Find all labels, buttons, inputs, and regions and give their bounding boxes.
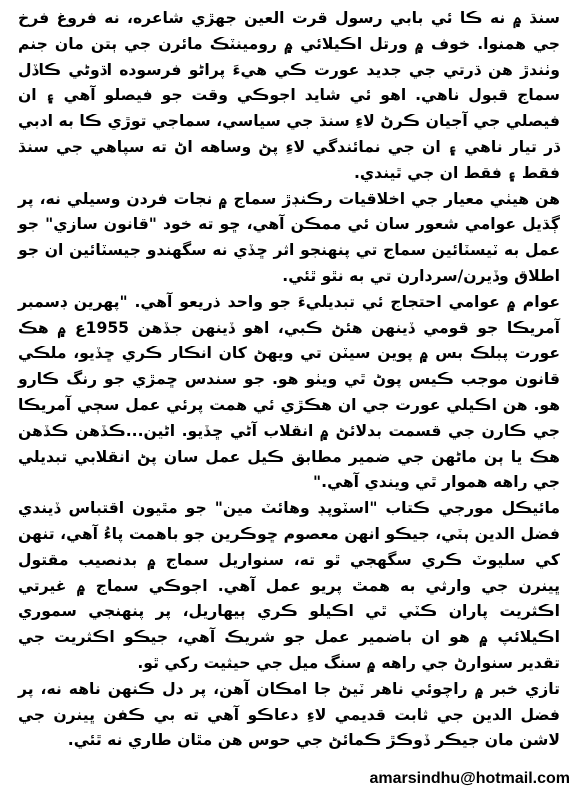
paragraph-3: عوام ۾ عوامي احتجاج ئي تبديليءَ جو واحد ذريعو آهي. "پهرين ڊسمبر آمريڪا جو قومي ڏينهن هئڻ ڪبي، اهو ڏينهن جڏهن 1955ع ۾ هڪ عورت پبلڪ بس ۾ پوين سيٽن تي ويهڻ کان انڪار ڪري ڇڏيو، ملڪي قانون موجب ڪيس پوڻ ٿي ويٺو هو. جو سندس ڇمڙي جو رنگ ڪارو هو. هن اڪيلي عورت جي ان هڪڙي ئي همت پرئي عمل سڄي آمريڪا جي ڪارن جي قسمت بدلائڻ ۾ انقلاب آڻي ڇڏيو. اڻين...ڪڏهن ڪڏهن هڪ يا ٻن ماڻهن جي ضمير مطابق ڪيل عمل سان پڻ انقلابي تبديلي جي راهه هموار ٿي ويندي آهي."	[18, 292, 561, 492]
paragraph-5: تازي خبر ۾ راچوئي ناهر ٽيڻ جا امڪان آهن، پر دل ڪنهن ناهه نه، پر فضل الدين جي ثابت قديمي لاءِ دعاڪو آهي ته بي ڪفن ڀينرن جي لاشن مان جيڪر ڏوڪڙ ڪمائڻ جي حوس هن مٿان طاري نه ٿئي.	[18, 679, 560, 750]
article-body	[18, 6, 560, 754]
paragraph-1: سنڌ ۾ نه ڪا ئي بابي رسول قرت العين جهڙي شاعره، نه فروغ فرخ جي همنوا. خوف ۾ ورتل اڪيلائي ۾ رومينٽڪ مائرن جي ٻتن مان جنم وٺندڙ هن ڌرتي جي جديد عورت ڪي هيءَ پراڻو فرسوده اڌوڻي ڪاڏل سماج قبول ناهي. اهو ئي شايد اجوڪي وقت جو فيصلو آهي ۽ ان فيصلي جي آجيان ڪرڻ لاءِ سنڌ جي سياسي، سماجي توڙي ڪا به ادبي ڌر تيار ناهي ۽ ان جي نمائندگي لاءِ پڻ وساهه اڻ ته سپاهي جي سنڌ فقط ۽ فقط ان جي ٿيندي.	[18, 9, 560, 182]
author-email: amarsindhu@hotmail.com	[369, 770, 570, 787]
paragraph-2: هن هيٺي معيار جي اخلاقيات رڪنڊڙ سماج ۾ نجات فردن وسيلي نه، پر ڳڌيل عوامي شعور سان ئي ممڪن آهي، ڇو ته خود "قانون سازي" جو عمل به ٽيسٽائين سماج تي پنهنجو اثر ڇڏي نه سگهندو جيسٽائين ان جو اطلاق وڏيرن/سردارن تي به نٿو ٿئي.	[18, 189, 560, 285]
paragraph-4: مائيڪل مورجي ڪتاب "اسٽوپڊ وهائٽ مين" جو مٿيون اقتباس ڏيندي فضل الدين ٻٽي، جيڪو انهن معصوم ڇوڪرين جو باهمت پاءُ آهي، تنهن کي سليوٽ ڪري سگهجي ٿو ته، سنواريل سماج ۾ بدنصيب مقتول ڀينرن جي وارثي به همٿ پريو عمل آهي. اجوڪي سماج ۾ غيرتي اڪثريت پاران ڪٽي ٿي اڪيلو ڪري ٻيهاريل، پر پنهنجي سموري اڪيلائپ ۾ هو ان باضمير عمل جو شريڪ آهي، جيڪو اڪثريت جي تقدير سنوارڻ جي راهه ۾ سنگ ميل جي حيثيت رکي ٿو.	[18, 499, 560, 672]
